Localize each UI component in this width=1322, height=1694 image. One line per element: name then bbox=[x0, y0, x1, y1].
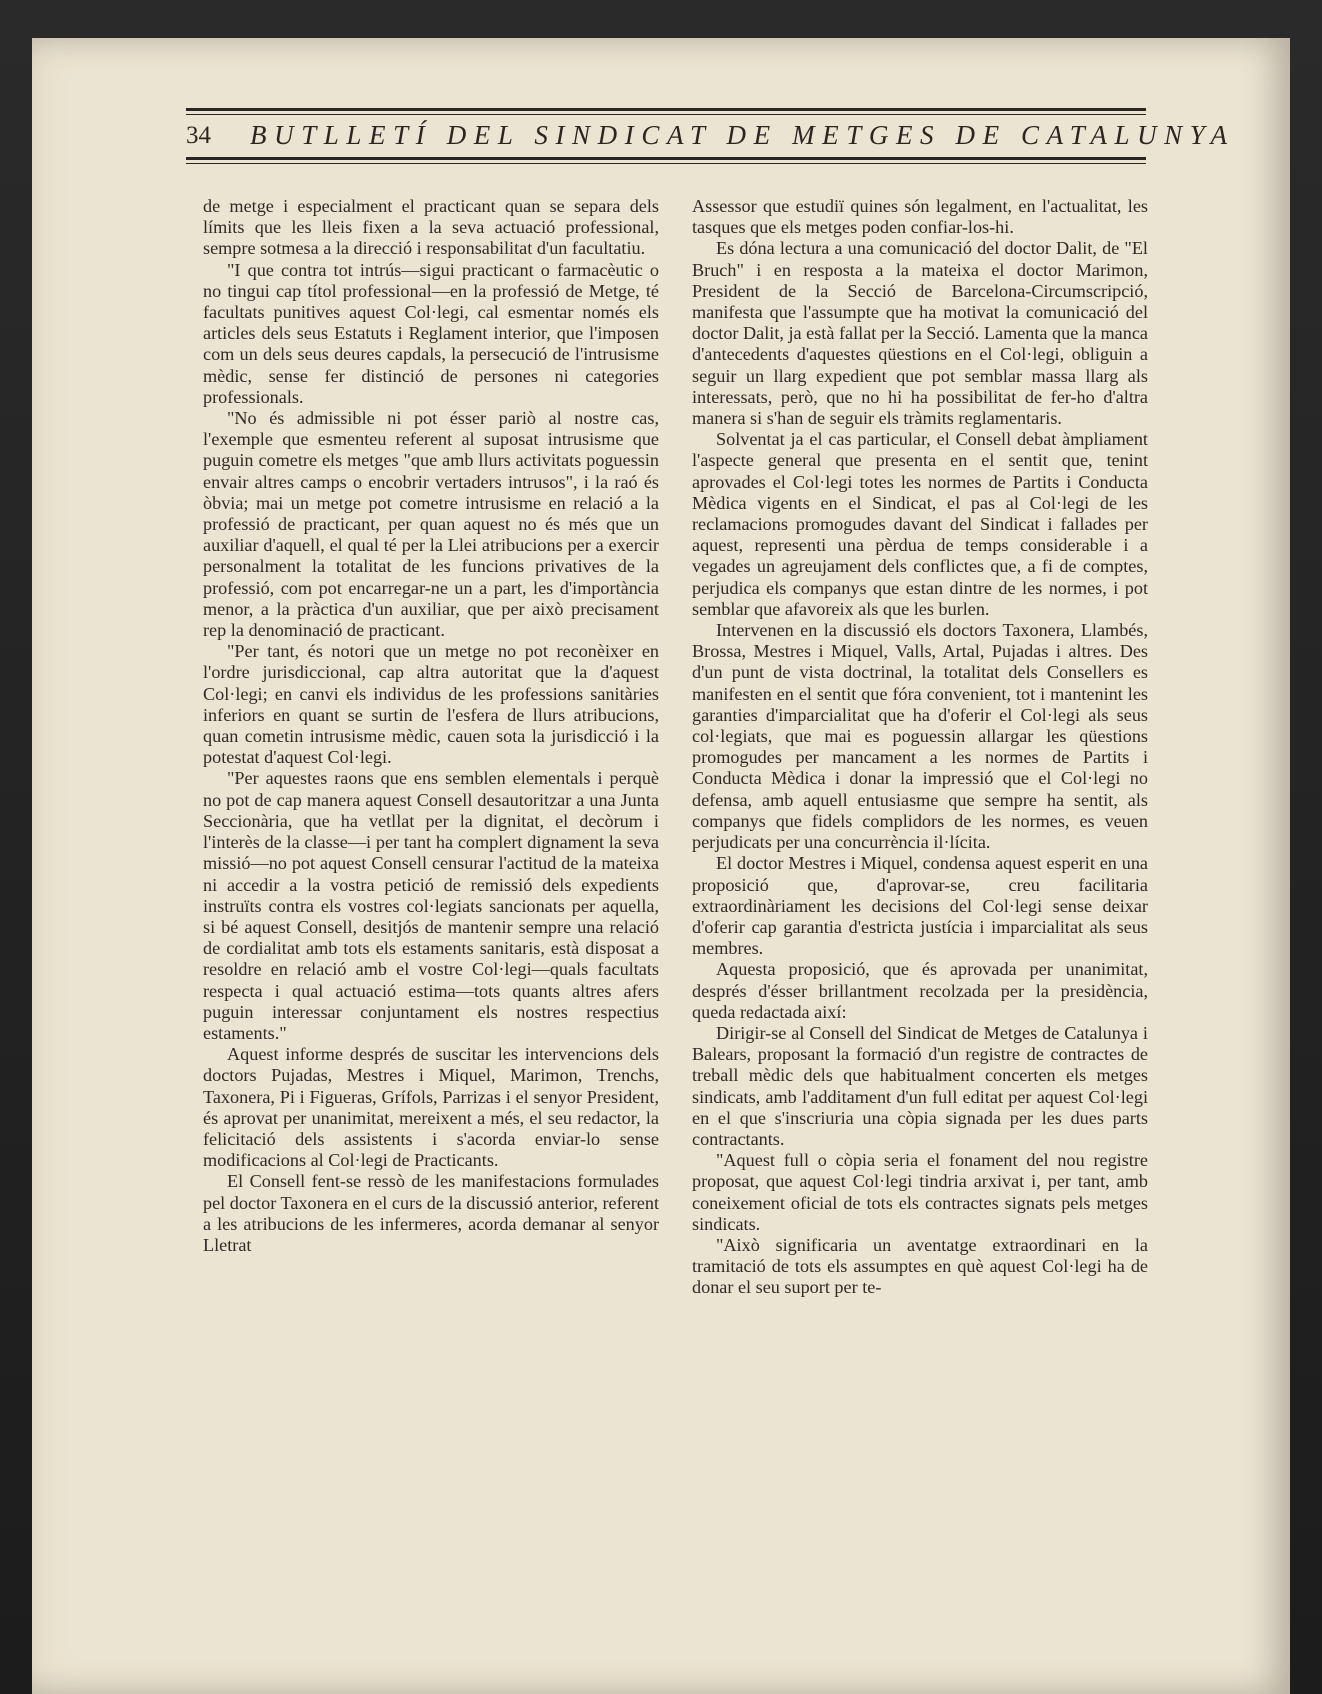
running-header bbox=[186, 108, 1235, 170]
paragraph: Solventat ja el cas particular, el Consell debat àmpliament l'aspecte general que presenta en el sentit que, tenint aprovades el Col·legi totes les normes de Partits i Conducta Mèdica vigents en el Sindicat, el pas al Col·legi de les reclamacions promogudes davant del Sindicat i fallades per aquest, representi una pèrdua de temps considerable i a vegades un agreujament dels conflictes que, a fi de comptes, perjudica els companys que estan dintre de les normes, i pot semblar que afavoreix als que les burlen. bbox=[692, 429, 1148, 619]
paragraph: "I que contra tot intrús—sigui practicant o farmacèutic o no tingui cap títol professional—en la professió de Metge, té facultats punitives aquest Col·legi, cal esmentar només els articles dels seus Estatuts i Reglament interior, que l'imposen com un dels seus deures capdals, la persecució de l'intrusisme mèdic, sense fer distinció de persones ni categories professionals. bbox=[203, 259, 659, 407]
paragraph: Es dóna lectura a una comunicació del doctor Dalit, de "El Bruch" i en resposta a la mateixa el doctor Marimon, President de la Secció de Barcelona-Circumscripció, manifesta que l'assumpte que ha motivat la comunicació del doctor Dalit, ja està fallat per la Secció. Lamenta que la manca d'antecedents d'aquestes qüestions en el Col·legi, obliguin a seguir un llarg expedient que pot semblar massa llarg als interessats, però, que no hi ha possibilitat de fer-ho d'altra manera si s'han de seguir els tràmits reglamentaris. bbox=[692, 238, 1148, 429]
paragraph: Dirigir-se al Consell del Sindicat de Metges de Catalunya i Balears, proposant la formació d'un registre de contractes de treball mèdic dels que habitualment concerten els metges sindicats, amb l'additament d'un full editat per aquest Col·legi en el que s'inscriuria una còpia signada per les dues parts contractants. bbox=[692, 1022, 1148, 1149]
paragraph: El Consell fent-se ressò de les manifestacions formulades pel doctor Taxonera en el curs de la discussió anterior, referent a les atribucions de les infermeres, acorda demanar al senyor Lletrat bbox=[203, 1171, 659, 1255]
paragraph: "No és admissible ni pot ésser pariò al nostre cas, l'exemple que esmenteu referent al suposat intrusisme que puguin cometre els metges "que amb llurs activitats poguessin envair altres camps o encobrir vertaders intrusos", i la raó és òbvia; mai un metge pot cometre intrusisme en relació a la professió de practicant, per quan aquest no és més que un auxiliar d'aquell, el qual té per la Llei atribucions per a exercir personalment la totalitat de les funcions privatives de la professió, com pot encarregar-ne un a part, les d'importància menor, a la pràctica d'un auxiliar, que per això precisament rep la denominació de practicant. bbox=[203, 408, 659, 641]
left-column bbox=[203, 196, 659, 1256]
header-rule bbox=[186, 114, 1146, 115]
paragraph: "Aquest full o còpia seria el fonament del nou registre proposat, que aquest Col·legi tindria arxivat i, per tant, amb coneixement oficial de tots els contractes signats pels metges sindicats. bbox=[692, 1150, 1148, 1234]
header-rule bbox=[186, 108, 1146, 111]
paragraph: Aquesta proposició, que és aprovada per unanimitat, després d'ésser brillantment recolzada per la presidència, queda redactada així: bbox=[692, 959, 1148, 1022]
page-number: 34 bbox=[186, 122, 211, 149]
paragraph: "Per tant, és notori que un metge no pot reconèixer en l'ordre jurisdiccional, cap altra autoritat que la d'aquest Col·legi; en canvi els individus de les professions sanitàries inferiors en quant se surtin de l'esfera de llurs atribucions, quan cometin intrusisme mèdic, cauen sota la jurisdicció i la potestat d'aquest Col·legi. bbox=[203, 641, 659, 768]
journal-title: BUTLLETÍ DEL SINDICAT DE METGES DE CATALUNYA bbox=[250, 120, 1235, 150]
paragraph: Assessor que estudiï quines són legalment, en l'actualitat, les tasques que els metges poden confiar-los-hi. bbox=[692, 196, 1148, 238]
paragraph: El doctor Mestres i Miquel, condensa aquest esperit en una proposició que, d'aprovar-se, creu facilitaria extraordinàriament les decisions del Col·legi sense deixar d'oferir cap garantia d'estricta justícia i imparcialitat als seus membres. bbox=[692, 853, 1148, 959]
header-rule bbox=[186, 163, 1146, 164]
paragraph: Intervenen en la discussió els doctors Taxonera, Llambés, Brossa, Mestres i Miquel, Valls, Artal, Pujadas i altres. Des d'un punt de vista doctrinal, la totalitat dels Consellers es manifesten en el sentit que fóra convenient, tot i mantenint les garanties d'imparcialitat que ha d'oferir el Col·legi als seus col·legiats, que mai es poguessin allargar les qüestions promogudes per mancament a les normes de Partits i Conducta Mèdica i donar la impressió que el Col·legi no defensa, amb aquell entusiasme que sempre ha sentit, als companys que fidels complidors de les normes, es veuen perjudicats per una concurrència il·lícita. bbox=[692, 620, 1148, 853]
paragraph: de metge i especialment el practicant quan se separa dels límits que les lleis fixen a la seva actuació professional, sempre sotmesa a la direcció i responsabilitat d'un facultatiu. bbox=[203, 196, 659, 259]
right-column bbox=[692, 196, 1148, 1299]
paragraph: "Això significaria un aventatge extraordinari en la tramitació de tots els assumptes en què aquest Col·legi ha de donar el seu suport per te- bbox=[692, 1234, 1148, 1298]
paragraph: Aquest informe després de suscitar les intervencions dels doctors Pujadas, Mestres i Miquel, Marimon, Trenchs, Taxonera, Pi i Figueras, Grífols, Parrizas i el senyor President, és aprovat per unanimitat, mereixent a més, el seu redactor, la felicitació dels assistents i s'acorda enviar-lo sense modificacions al Col·legi de Practicants. bbox=[203, 1044, 659, 1171]
paragraph: "Per aquestes raons que ens semblen elementals i perquè no pot de cap manera aquest Consell desautoritzar a una Junta Seccionària, que ha vetllat per la dignitat, el decòrum i l'interès de la classe—i per tant ha complert dignament la seva missió—no pot aquest Consell censurar l'actitud de la mateixa ni accedir a la vostra petició de remissió dels expedients instruïts contra els vostres col·legiats sancionats per aquella, si bé aquest Consell, desitjós de mantenir sempre una relació de cordialitat amb tots els estaments sanitaris, està disposat a resoldre en relació amb el vostre Col·legi—quals facultats respecta i qual actuació estima—tots quants altres afers puguin interessar conjuntament els nostres respectius estaments." bbox=[203, 768, 659, 1043]
header-rule bbox=[186, 157, 1146, 160]
